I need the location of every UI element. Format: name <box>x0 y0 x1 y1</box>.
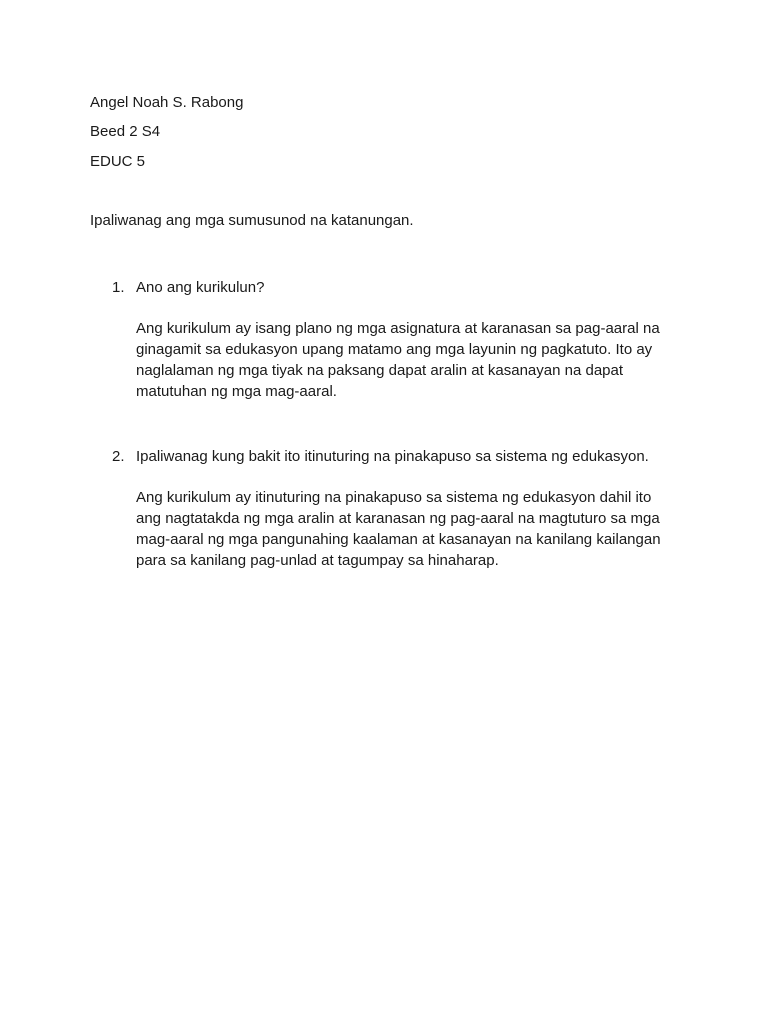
question-text: Ipaliwanag kung bakit ito itinuturing na pinakapuso sa sistema ng edukasyon. <box>136 448 649 465</box>
answer-text: Ang kurikulum ay isang plano ng mga asignatura at karanasan sa pag-aaral na ginagamit sa edukasyon upang matamo ang mga layunin ng pagkatuto. Ito ay naglalaman ng mga tiyak na paksang dapat aralin at kasanayan na dapat matutuhan ng mga mag-aaral. <box>136 320 660 400</box>
instruction-text: Ipaliwanag ang mga sumusunod na katanungan. <box>90 212 414 229</box>
author-name: Angel Noah S. Rabong <box>90 94 244 111</box>
answer-text: Ang kurikulum ay itinuturing na pinakapuso sa sistema ng edukasyon dahil ito ang nagtatakda ng mga aralin at karanasan ng pag-aaral na magtuturo sa mga mag-aaral ng mga pangunahing kaalaman at kasanayan na kanilang kailangan para sa kanilang pag-unlad at tagumpay sa hinaharap. <box>136 489 661 569</box>
question-number: 1. <box>112 279 125 296</box>
subject-code: EDUC 5 <box>90 153 146 170</box>
question-text: Ano ang kurikulun? <box>136 279 265 296</box>
course-section: Beed 2 S4 <box>90 123 161 140</box>
question-number: 2. <box>112 448 125 465</box>
